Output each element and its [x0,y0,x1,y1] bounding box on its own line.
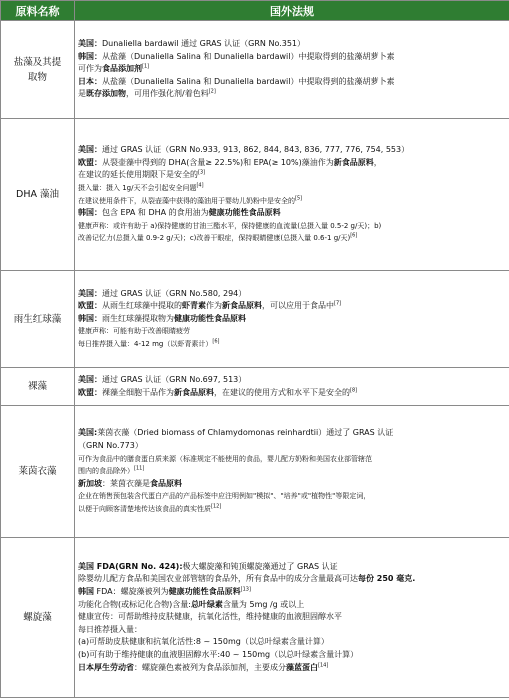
regulation-text: 欧盟： [78,157,102,167]
regulation-line [78,427,506,440]
regulation-text: 日本厚生劳动省 [78,662,134,672]
regulation-text: 韩国 [78,587,94,597]
regulation-line [78,144,506,157]
regulation-text: 日本： [78,76,102,86]
material-name: 雨生红球藻 [13,313,62,325]
regulation-text: 从雨生红球藻中提取的 [102,301,182,311]
regulation-text: Dunaliella bardawil 通过 GRAS 认证（GRN No.351） [102,39,306,49]
regulation-line [78,38,506,51]
regulation-text: 作为 [206,301,222,311]
regulation-line [78,313,506,326]
header-foreign-regulations: 国外法规 [75,1,509,21]
table-row [1,406,509,538]
regulation-text: 新食品原料 [174,387,214,397]
regulation-text: 美国： [78,145,102,155]
regulation-text: 欧盟： [78,387,102,397]
table-row [1,21,509,119]
regulation-line [78,232,506,245]
reference-marker: [4] [196,182,204,189]
regulation-cell [75,21,509,119]
regulation-text: ，可用作强化剂/着色料 [126,89,209,99]
regulation-text: 从盐藻（Dunaliella Salina 和 Dunaliella bardawil）中提取得到的盐藻胡萝卜素 [102,76,395,86]
regulation-line [78,453,506,466]
table-row [1,271,509,368]
material-name: 莱茵衣藻 [18,466,57,477]
regulation-text: 藻蓝蛋白 [286,662,318,672]
reference-marker: [12] [211,503,222,510]
regulation-line [78,207,506,220]
material-name-cell [1,271,75,368]
regulation-text: 是 [78,89,86,99]
material-name: 盐藻及其提 [13,56,62,68]
regulation-text: 美国 FDA(GRN No. 424): [78,561,183,571]
regulation-text: ，可以应用于食品中 [262,301,334,311]
reference-marker: [13] [240,586,251,593]
reference-marker: [2] [208,88,216,95]
regulation-line [78,636,506,649]
regulation-line [78,490,506,503]
regulation-text: FDA：螺旋藻被列为 [94,587,169,597]
regulation-line [78,288,506,301]
regulation-line [78,662,506,675]
material-name: 裸藻 [27,381,47,392]
regulation-text: 虾青素 [182,301,206,311]
material-name-cell [1,406,75,538]
regulation-text: 围内的食品除外） [78,467,134,476]
regulation-text: 既存添加物 [86,89,126,99]
regulation-text: 每日推荐摄入量：4-12 mg（以虾青素计） [78,339,213,348]
regulation-text: 企业在销售预包装含代蛋白产品的产品标签中应注明例如"模拟"、"培养"或"植物性"等限定词， [78,492,371,501]
regulation-line [78,325,506,338]
regulation-text: 裸藻全细胞干品作为 [102,387,174,397]
regulation-cell [75,406,509,538]
regulation-text: ，在建议的使用方式和水平下是安全的 [214,387,350,397]
reference-marker: [14] [318,661,329,668]
regulation-line [78,503,506,516]
reference-marker: [1] [142,63,150,70]
regulation-text: 以便于向顾客清楚地传达该食品的真实性质 [78,504,211,513]
material-name-cell [1,21,75,119]
regulation-text: 韩国： [78,208,102,218]
material-name-cell [1,119,75,271]
regulation-line [78,586,506,599]
regulation-line [78,478,506,491]
regulation-text: 改善记忆力(总摄入量 0.9-2 g/天)；c)改善干眼症，保持眼睛健康(总摄入量 0.6-1 g/天) [78,234,351,243]
regulation-text: 食品原料 [150,478,182,488]
regulation-text: 新加坡 [78,478,102,488]
regulation-text: 从裂壶藻中得到的 DHA(含量≥ 22.5%)和 EPA(≥ 10%)藻油作为 [102,157,334,167]
regulation-text: ：莱茵衣藻是 [102,478,150,488]
regulation-text: 美国： [78,374,102,384]
table-row [1,119,509,271]
reference-marker: [6] [350,232,358,239]
regulation-text: (a)可帮助皮肤健康和抗氧化活性:8 ~ 150mg（以总叶绿素含量计算） [78,637,329,647]
regulation-line [78,182,506,195]
regulation-text: 极大螺旋藻和钝顶螺旋藻通过了 GRAS 认证 [182,561,338,571]
table-row [1,368,509,406]
regulation-text: 莱茵衣藻（Dried biomass of Chlamydomonas reinhardtii）通过了 GRAS 认证 [97,428,394,438]
regulation-text: ， [373,157,382,167]
regulation-text: 从盐藻（Dunaliella Salina 和 Dunaliella bardawil）中提取得到的盐藻胡萝卜素 [102,51,395,61]
regulation-text: 健康功能性食品原料 [208,208,281,218]
regulation-line [78,88,506,101]
regulation-text: 美国: [78,428,98,438]
regulation-line [78,387,506,400]
regulation-line [78,169,506,182]
regulation-line [78,599,506,612]
reference-marker: [7] [334,300,342,307]
regulation-cell [75,538,509,698]
material-name: DHA 藻油 [16,189,59,200]
regulation-text: 健康功能性食品原料 [168,587,241,597]
regulation-cell [75,368,509,406]
regulation-text: ：螺旋藻色素被列为食品添加剂，主要成分 [134,662,286,672]
regulation-line [78,300,506,313]
regulation-text: 韩国： [78,313,102,323]
regulation-text: 美国： [78,39,102,49]
regulation-line [78,624,506,637]
regulation-text: （GRN No.773） [78,441,143,451]
regulation-line [78,465,506,478]
regulation-line [78,63,506,76]
regulation-line [78,338,506,351]
regulation-text: 新食品原料 [333,157,374,167]
regulation-text: 除婴幼儿配方食品和美国农业部管辖的食品外，所有食品中的成分含量最高可达 [78,574,358,584]
regulation-text: 每日推荐摄入量： [78,624,142,634]
regulation-text: 韩国： [78,51,102,61]
regulation-text: 通过 GRAS 认证（GRN No.697, 513） [102,374,247,384]
reference-marker: [6] [212,338,220,345]
regulation-line [78,76,506,89]
regulation-text: 可作为食品中的膳食蛋白质来源（标准规定不能使用的食品，婴儿配方奶粉和美国农业部管辖范 [78,454,372,463]
regulation-line [78,51,506,64]
reference-marker: [11] [134,465,145,472]
regulation-line [78,611,506,624]
regulation-text: 美国： [78,288,102,298]
regulation-line [78,440,506,453]
regulation-text: 包含 EPA 和 DHA 的食用油为 [102,208,209,218]
material-name: 取物 [27,71,47,83]
regulation-line [78,157,506,170]
table-header-row [1,1,509,21]
material-name: 螺旋藻 [23,612,52,623]
regulation-line [78,561,506,574]
regulation-line [78,220,506,233]
regulation-text: 含量为 5mg /g 或以上 [222,599,305,609]
regulation-line [78,374,506,387]
regulation-line [78,195,506,208]
regulation-cell [75,119,509,271]
regulation-text: 雨生红球藻提取物为 [102,313,174,323]
regulation-text: 新食品原料 [222,301,262,311]
regulation-text: 健康声称：可能有助于改善眼睛疲劳 [78,327,190,336]
regulation-text: 可作为 [78,64,102,74]
regulation-line [78,649,506,662]
regulation-text: 在建议使用条件下，从裂壶藻中获得的藻油用于婴幼儿奶粉中是安全的 [78,196,295,205]
regulation-text: 摄入量：摄入 1g/天不会引起安全问题 [78,183,197,192]
regulation-text: 通过 GRAS 认证（GRN No.580, 294） [102,288,247,298]
regulation-text: 健康宣传：可帮助维持皮肤健康，抗氧化活性，维持健康的血液胆固醇水平 [78,612,342,622]
regulation-text: 每份 250 毫克. [358,574,416,584]
table-row [1,538,509,698]
regulation-text: (b)可有助于维持健康的血液胆固醇水平:40 ~ 150mg（以总叶绿素含量计算） [78,649,359,659]
reference-marker: [5] [295,195,303,202]
regulation-text: 在建议的延长使用期限下是安全的 [78,170,198,180]
regulation-text: 健康功能性食品原料 [174,313,246,323]
reference-marker: [3] [198,169,206,176]
regulation-text: 总叶绿素 [190,599,223,609]
regulation-text: 欧盟： [78,301,102,311]
regulation-cell [75,271,509,368]
regulation-text: 通过 GRAS 认证（GRN No.933, 913, 862, 844, 843, 836, 777, 776, 754, 553） [102,145,410,155]
material-name-cell [1,538,75,698]
material-name-cell [1,368,75,406]
header-material-name: 原料名称 [1,1,75,21]
reference-marker: [8] [350,386,358,393]
regulation-text: 健康声称：或许有助于 a)保持健康的甘油三酯水平，保持健康的血流量(总摄入量 0.5-2 g/天)；b) [78,221,382,230]
regulation-text: 食品添加剂 [102,64,142,74]
regulation-line [78,573,506,586]
regulation-text: 功能化合物(或标记化合物)含量: [78,599,191,609]
